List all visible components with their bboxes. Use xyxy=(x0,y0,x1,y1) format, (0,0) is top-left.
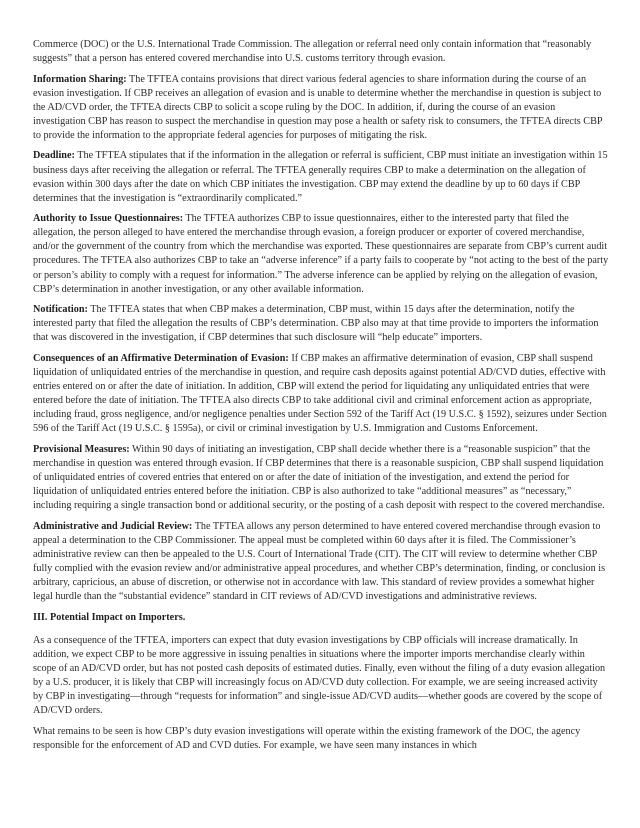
paragraph-text: Commerce (DOC) or the U.S. International Trade Commission. The allegation or referral need only contain information that “reasonably suggests” that a person has entered covered merchandise into U.S. customs territory through evasion. xyxy=(33,39,592,65)
paragraph-information-sharing xyxy=(33,73,609,143)
paragraph-text: What remains to be seen is how CBP’s duty evasion investigations will operate within the existing framework of the DOC, the agency responsible for the enforcement of AD and CVD duties. For example, we have seen many instances in which xyxy=(33,725,581,751)
paragraph-notification xyxy=(33,303,609,345)
section-heading: III. Potential Impact on Importers. xyxy=(33,611,186,623)
paragraph-remains xyxy=(33,725,609,753)
paragraph-text: As a consequence of the TFTEA, importers can expect that duty evasion investigations by CBP officials will increase dramatically. In addition, we expect CBP to be more aggressive in issuing penalties in situations where the importer imports merchandise clearly within scope of an AD/CVD order, but has not posted cash deposits of estimated duties. Finally, even without the filing of a duty evasion allegation by a U.S. producer, it is likely that CBP will increasingly focus on AD/CVD duty collection. For example, we are seeing increased activity by CBP in investigating—through “requests for information” and single-issue AD/CVD audits—whether goods are covered by the scope of AD/CVD orders. xyxy=(33,634,606,717)
document-page xyxy=(33,38,609,759)
paragraph-provisional xyxy=(33,443,609,513)
paragraph-lead: Authority to Issue Questionnaires: xyxy=(33,213,184,225)
paragraph-lead: Deadline: xyxy=(33,150,75,162)
paragraph-consequences xyxy=(33,352,609,437)
paragraph-continuation xyxy=(33,38,609,66)
paragraph-text: The TFTEA states that when CBP makes a determination, CBP must, within 15 days after the determination, notify the interested party that filed the allegation the results of CBP’s determination. CBP also may at that time provide to importers the information that was discovered in the investigation, if CBP determines that such disclosure will “help educate” importers. xyxy=(33,304,599,344)
paragraph-review xyxy=(33,520,609,605)
paragraph-authority xyxy=(33,212,609,297)
paragraph-lead: Consequences of an Affirmative Determination of Evasion: xyxy=(33,352,289,364)
paragraph-text: The TFTEA stipulates that if the information in the allegation or referral is sufficient, CBP must initiate an investigation within 15 business days after receiving the allegation or referral. The TFTEA generally requires CBP to make a determination on the allegation of evasion within 300 days after the date on which CBP initiates the investigation. CBP may extend the deadline by up to 60 days if CBP determines that the investigation is “extraordinarily complicated.” xyxy=(33,150,608,204)
paragraph-lead: Provisional Measures: xyxy=(33,443,130,455)
paragraph-deadline xyxy=(33,149,609,205)
paragraph-lead: Administrative and Judicial Review: xyxy=(33,520,193,532)
paragraph-text: The TFTEA authorizes CBP to issue questionnaires, either to the interested party that filed the allegation, the person alleged to have entered the merchandise through evasion, a foreign producer or exporter of covered merchandise, and/or the government of the country from which the merchandise was exported. These questionnaires are separate from CBP’s current audit procedures. The TFTEA also authorizes CBP to take an “adverse inference” if a party fails to cooperate by “not acting to the best of the party or person’s ability to comply with a request for information.” The adverse inference can be applied by relying on the allegation of evasion, CBP’s determination in another investigation, or any other available information. xyxy=(33,213,609,295)
paragraph-text: The TFTEA allows any person determined to have entered covered merchandise through evasion to appeal a determination to the CBP Commissioner. The appeal must be completed within 60 days after it is filed. The Commissioner’s administrative review can then be appealed to the U.S. Court of International Trade (CIT). The CIT will review to determine whether CBP fully complied with the evasion review and/or administrative appeal procedures, and whether CBP’s determination, finding, or conclusion is arbitrary, capricious, an abuse of discretion, or otherwise not in accordance with law. This standard of review provides a somewhat higher legal hurdle than the “substantial evidence” standard in CIT reviews of AD/CVD investigations and administrative reviews. xyxy=(33,520,606,603)
paragraph-lead: Information Sharing: xyxy=(33,73,127,85)
paragraph-text: Within 90 days of initiating an investigation, CBP shall decide whether there is a “reasonable suspicion” that the merchandise in question was entered through evasion. If CBP determines that there is a reasonable suspicion, CBP shall suspend liquidation of unliquidated entries of covered entries that entered on or after the date of initiation of the investigation, and extend the period for liquidation of unliquidated entries entered before the initiation. CBP is also authorized to take “additional measures” as “necessary,” including requiring a single transaction bond or additional security, or the posting of a cash deposit with respect to the covered merchandise. xyxy=(33,443,605,512)
paragraph-impact xyxy=(33,634,609,719)
paragraph-text: The TFTEA contains provisions that direct various federal agencies to share information during the course of an evasion investigation. If CBP receives an allegation of evasion and is unable to determine whether the merchandise in question is subject to the AD/CVD order, the TFTEA directs CBP to solicit a scope ruling by the DOC. In addition, if, during the course of an evasion investigation CBP has reason to suspect the merchandise in question may pose a health or safety risk to consumers, the TFTEA directs CBP to provide the information to the appropriate federal agencies for purposes of mitigating the risk. xyxy=(33,73,603,141)
paragraph-lead: Notification: xyxy=(33,304,88,316)
paragraph-text: If CBP makes an affirmative determination of evasion, CBP shall suspend liquidation of unliquidated entries of the merchandise in question, and require cash deposits against potential AD/CVD duties, effective with entries entered on or after the date of initiation. In addition, CBP will extend the period for liquidating any unliquidated entries that were entered before the date of initiation. The TFTEA also directs CBP to take additional civil and criminal enforcement action as appropriate, including fraud, gross negligence, and/or negligence penalties under Section 592 of the Tariff Act (19 U.S.C. § 1592), seizures under Section 596 of the Tariff Act (19 U.S.C. § 1595a), or civil or criminal investigation by U.S. Immigration and Customs Enforcement. xyxy=(33,352,607,435)
